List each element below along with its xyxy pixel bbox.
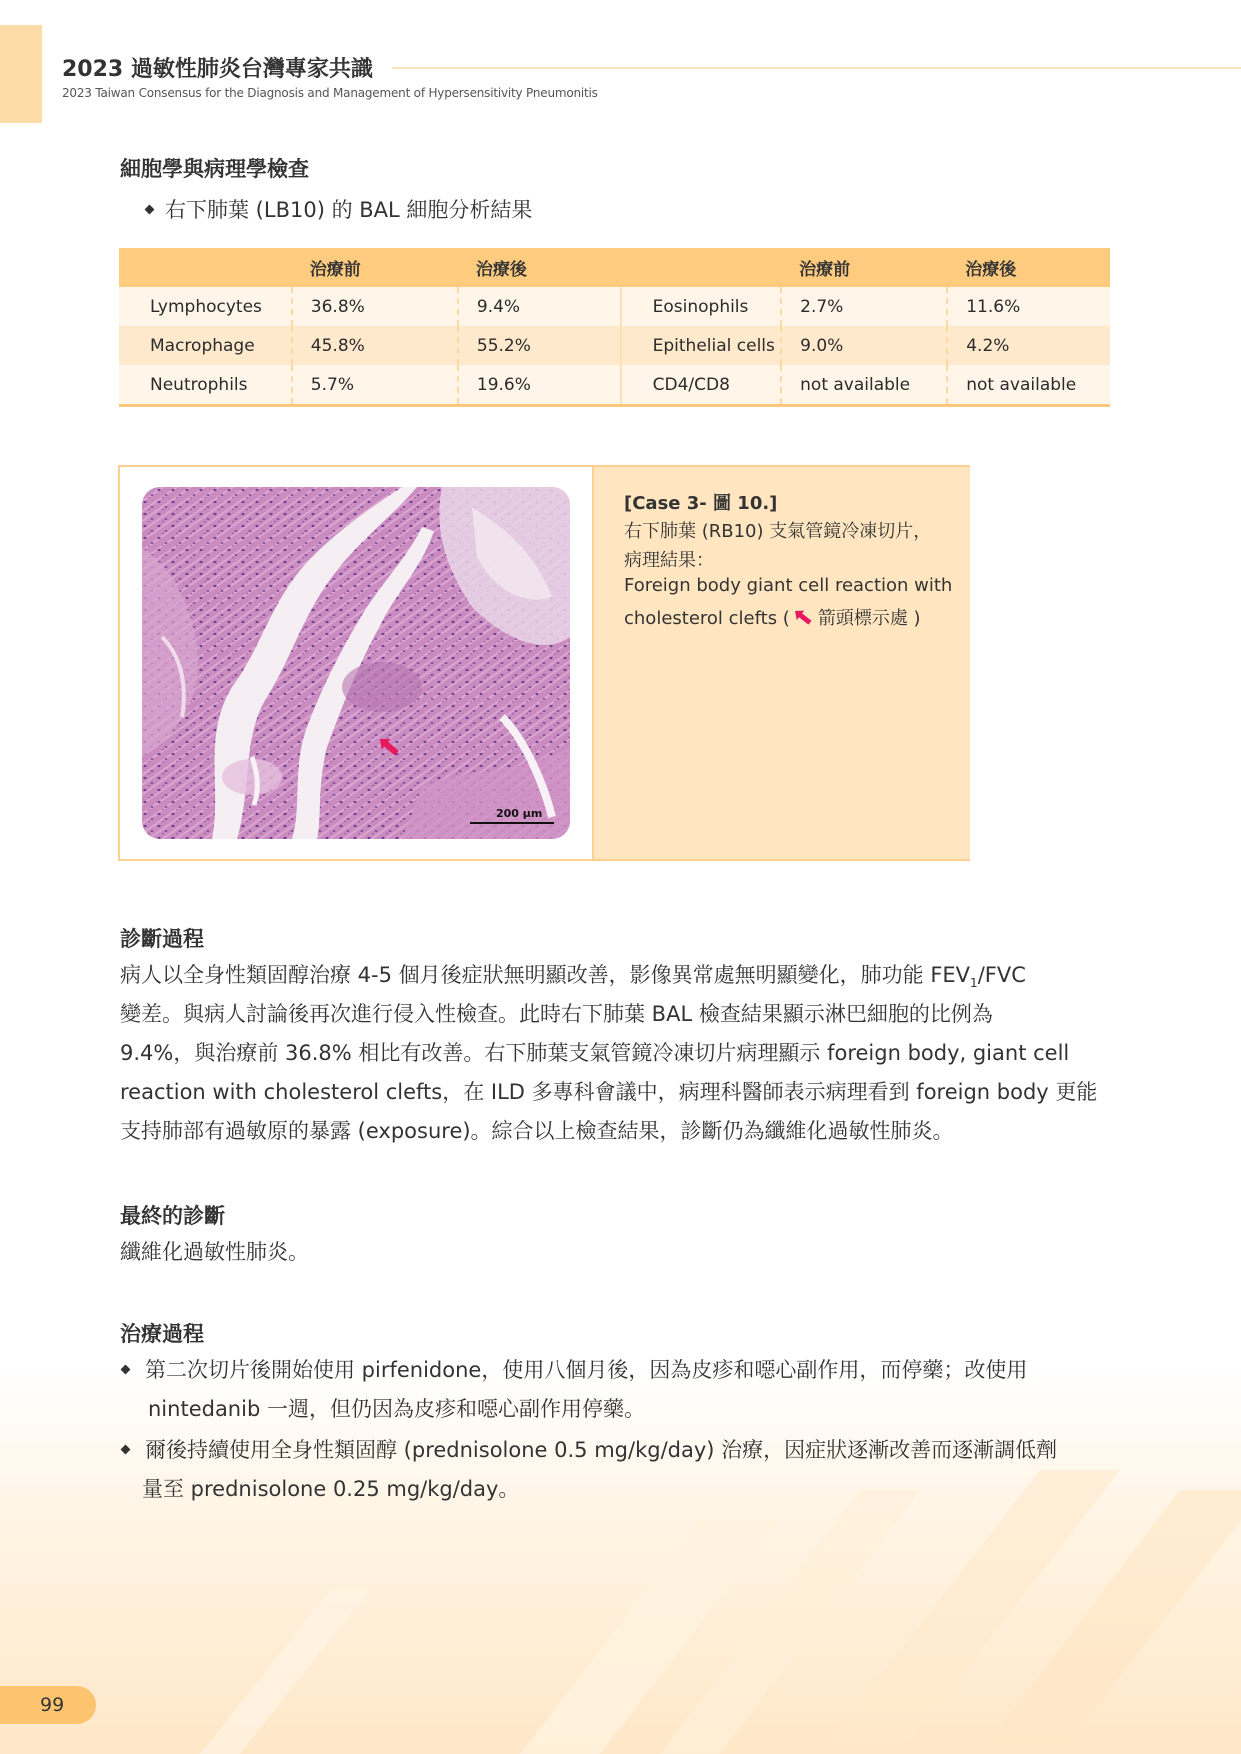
table-header-cell: 治療後	[458, 248, 621, 287]
table-header-cell	[119, 248, 292, 287]
table-row	[119, 365, 1110, 406]
table-cell: 19.6%	[458, 365, 621, 406]
table-cell: 45.8%	[292, 326, 458, 365]
table-cell: 36.8%	[292, 287, 458, 326]
cytology-bullet	[146, 194, 532, 224]
treatment-item	[122, 1434, 1057, 1464]
table-cell: Lymphocytes	[119, 287, 292, 326]
treatment-item-continued: nintedanib 一週，但仍因為皮疹和噁心副作用停藥。	[148, 1397, 645, 1421]
figure-caption-text: 箭頭標示處 )	[817, 608, 921, 629]
table-cell: 55.2%	[458, 326, 621, 365]
figure-caption-line: Foreign body giant cell reaction with	[624, 575, 953, 596]
table-cell: Epithelial cells	[621, 326, 782, 365]
treatment-text: 爾後持續使用全身性類固醇 (prednisolone 0.5 mg/kg/day) 治療，因症狀逐漸改善而逐漸調低劑	[145, 1438, 1058, 1462]
figure-caption-line	[624, 604, 921, 630]
final-diagnosis-heading: 最終的診斷	[120, 1204, 225, 1228]
figure-container	[118, 465, 970, 861]
bullet-diamond-icon	[121, 1444, 131, 1454]
header-divider	[392, 67, 1241, 69]
header-subtitle: 2023 Taiwan Consensus for the Diagnosis and Management of Hypersensitivity Pneumonitis	[62, 86, 598, 100]
scale-bar-label: 200 μm	[496, 807, 543, 820]
pink-arrow-icon	[792, 609, 816, 629]
paragraph-text: /FVC	[977, 963, 1026, 987]
paragraph-line: 變差。與病人討論後再次進行侵入性檢查。此時右下肺葉 BAL 檢查結果顯示淋巴細胞的比例為	[120, 1002, 993, 1026]
table-cell: Eosinophils	[621, 287, 782, 326]
page-number-badge	[0, 1686, 96, 1724]
table-cell: 9.4%	[458, 287, 621, 326]
header-accent-tab	[0, 25, 42, 123]
figure-caption-line: 右下肺葉 (RB10) 支氣管鏡冷凍切片，	[624, 521, 932, 542]
subscript-text: 1	[970, 976, 978, 991]
header-title: 2023 過敏性肺炎台灣專家共識	[62, 57, 373, 82]
table-cell: CD4/CD8	[621, 365, 782, 406]
table-header-cell: 治療後	[947, 248, 1110, 287]
table-cell: Macrophage	[119, 326, 292, 365]
table-cell: Neutrophils	[119, 365, 292, 406]
diagnosis-process-paragraph	[120, 956, 1124, 1151]
bullet-diamond-icon	[121, 1364, 131, 1374]
table-header-cell	[621, 248, 782, 287]
table-header-cell: 治療前	[292, 248, 458, 287]
figure-caption-title: [Case 3- 圖 10.]	[624, 493, 778, 514]
figure-caption-panel	[592, 467, 970, 859]
table-row	[119, 326, 1110, 365]
table-cell: 5.7%	[292, 365, 458, 406]
treatment-item-continued: 量至 prednisolone 0.25 mg/kg/day。	[142, 1477, 520, 1501]
table-cell: not available	[947, 365, 1110, 406]
bal-results-table	[119, 248, 1110, 407]
table-cell: 4.2%	[947, 326, 1110, 365]
page-number: 99	[40, 1694, 65, 1716]
table-header-cell: 治療前	[781, 248, 947, 287]
figure-caption-line: 病理結果：	[624, 550, 714, 571]
table-cell: 11.6%	[947, 287, 1110, 326]
bullet-diamond-icon	[145, 204, 155, 214]
paragraph-line: 9.4%，與治療前 36.8% 相比有改善。右下肺葉支氣管鏡冷凍切片病理顯示 foreign body, giant cell	[120, 1041, 1070, 1065]
diagnosis-process-heading: 診斷過程	[120, 927, 204, 951]
treatment-heading: 治療過程	[120, 1322, 204, 1346]
table-cell: not available	[781, 365, 947, 406]
table-cell: 9.0%	[781, 326, 947, 365]
final-diagnosis-text: 纖維化過敏性肺炎。	[120, 1240, 309, 1264]
paragraph-line	[120, 956, 1124, 995]
paragraph-text: 病人以全身性類固醇治療 4-5 個月後症狀無明顯改善，影像異常處無明顯變化，肺功能 FEV	[120, 963, 971, 987]
histology-micrograph	[142, 487, 570, 839]
treatment-text: 第二次切片後開始使用 pirfenidone，使用八個月後，因為皮疹和噁心副作用，而停藥；改使用	[145, 1358, 1028, 1382]
table-row	[119, 287, 1110, 326]
paragraph-line: 支持肺部有過敏原的暴露 (exposure)。綜合以上檢查結果，診斷仍為纖維化過敏性肺炎。	[120, 1119, 954, 1143]
figure-caption-text: cholesterol clefts (	[624, 608, 790, 629]
table-header-row	[119, 248, 1110, 287]
treatment-item	[122, 1354, 1027, 1384]
cytology-bullet-text: 右下肺葉 (LB10) 的 BAL 細胞分析結果	[165, 198, 533, 222]
cytology-heading: 細胞學與病理學檢查	[120, 157, 309, 181]
paragraph-line: reaction with cholesterol clefts，在 ILD 多專科會議中，病理科醫師表示病理看到 foreign body 更能	[120, 1080, 1098, 1104]
table-cell: 2.7%	[781, 287, 947, 326]
